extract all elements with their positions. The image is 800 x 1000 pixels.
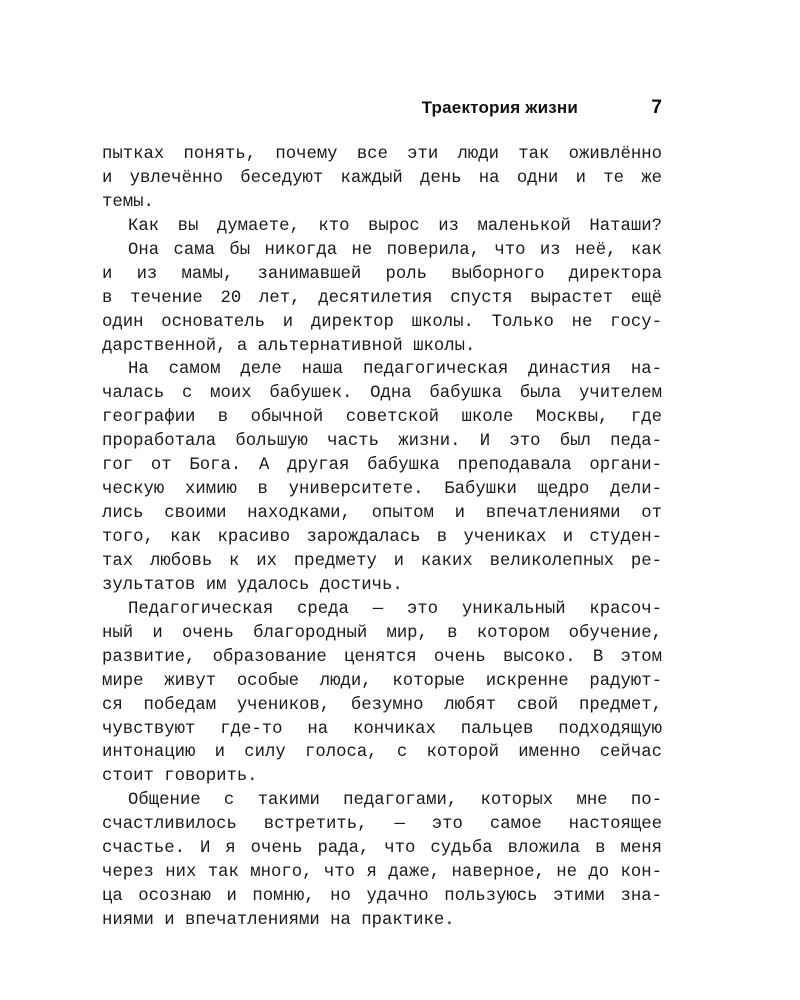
text-line: лись своими находками, опытом и впечатлениями от (102, 504, 662, 524)
text-line: того, как красиво зарождалась в учениках и студен- (102, 528, 662, 547)
text-line: ческую химию в университете. Бабушки щедро дели- (102, 480, 662, 500)
text-line: в течение 20 лет, десятилетия спустя вырастет ещё (102, 288, 662, 308)
running-title: Траектория жизни (421, 98, 578, 117)
text-line: дарственной, а альтернативной школы. (102, 336, 476, 356)
text-line: и из мамы, занимавшей роль выборного директора (102, 264, 662, 284)
text-line: Она сама бы никогда не поверила, что из неё, как (128, 240, 662, 260)
text-line: зультатов им удалось достичь. (102, 575, 403, 595)
text-line: счастливилось встретить, — это самое настоящее (102, 815, 662, 835)
text-line: Общение с такими педагогами, которых мне по- (128, 791, 662, 811)
text-line: чувствуют где-то на кончиках пальцев подходящую (102, 719, 662, 739)
page-number: 7 (651, 97, 662, 118)
text-line: ся победам учеников, безумно любят свой предмет, (102, 695, 662, 715)
text-line: Педагогическая среда — это уникальный красоч- (128, 599, 662, 619)
text-line: чалась с моих бабушек. Одна бабушка была учителем (102, 384, 662, 404)
text-line: через них так много, что я даже, наверное, не до кон- (102, 863, 662, 883)
text-line: темы. (102, 192, 154, 212)
text-line: проработала большую часть жизни. И это был педа- (102, 432, 662, 452)
text-line: мире живут особые люди, которые искренне радуют- (102, 671, 662, 691)
text-line: счастье. И я очень рада, что судьба вложила в меня (102, 839, 662, 859)
text-line: географии в обычной советской школе Москвы, где (102, 408, 662, 428)
text-line: и увлечённо беседуют каждый день на одни и те же (102, 168, 662, 188)
text-line: ниями и впечатлениями на практике. (102, 911, 455, 930)
text-line: пытках понять, почему все эти люди так оживлённо (102, 145, 662, 164)
body-text (102, 143, 662, 933)
text-line: ный и очень благородный мир, в котором обучение, (102, 623, 662, 643)
text-line: тах любовь к их предмету и каких великолепных ре- (102, 551, 662, 571)
text-line: На самом деле наша педагогическая династия на- (128, 360, 662, 380)
text-line: развитие, образование ценятся очень высоко. В этом (102, 647, 662, 667)
text-line: интонацию и силу голоса, с которой именно сейчас (102, 743, 662, 763)
text-line: гог от Бога. А другая бабушка преподавала органи- (102, 456, 662, 476)
text-line: ца осознаю и помню, но удачно пользуюсь этими зна- (102, 887, 662, 907)
text-line: Как вы думаете, кто вырос из маленькой Наташи? (128, 216, 662, 236)
text-line: один основатель и директор школы. Только не госу- (102, 312, 662, 332)
page-header (102, 98, 662, 124)
text-line: стоит говорить. (102, 767, 258, 787)
